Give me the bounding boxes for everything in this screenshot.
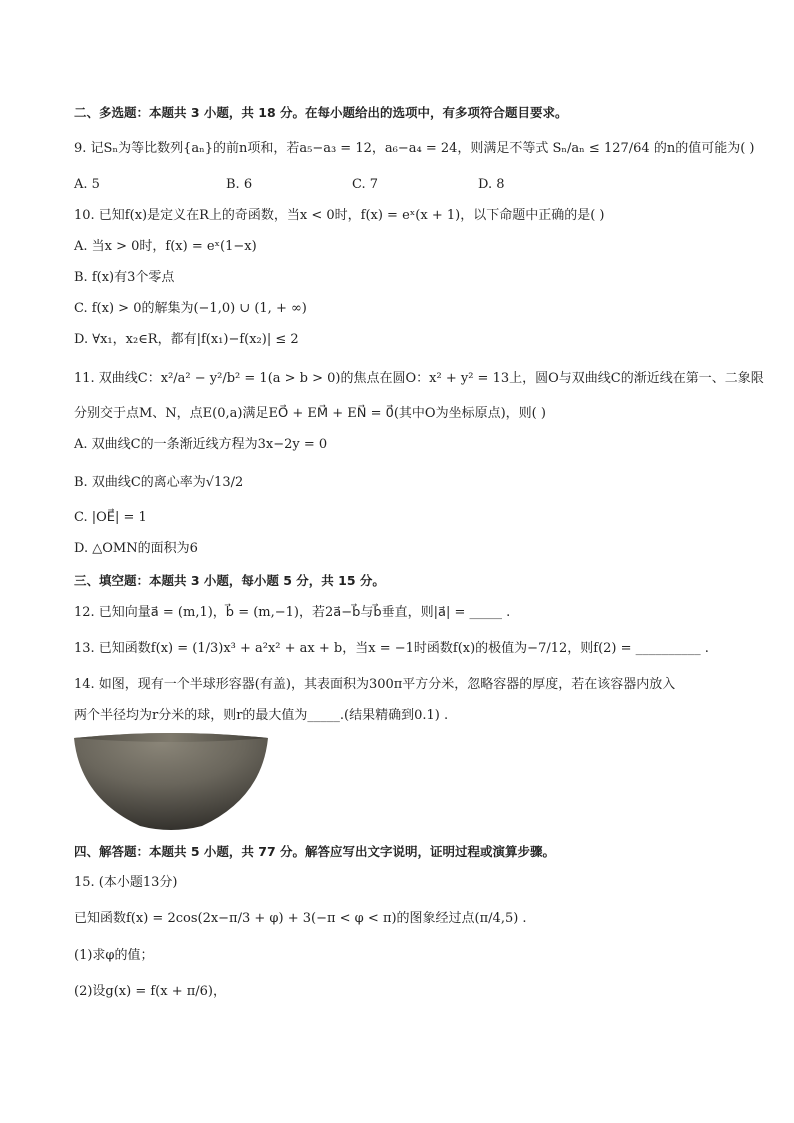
question-15-part1: (1)求φ的值； xyxy=(74,948,154,963)
section-heading-fill-blank: 三、填空题：本题共 3 小题，每小题 5 分，共 15 分。 xyxy=(74,573,385,588)
q11-option-a: A. 双曲线C的一条渐近线方程为3x−2y = 0 xyxy=(74,437,328,452)
question-11-stem-line1: 11. 双曲线C：x²/a² − y²/b² = 1(a > b > 0)的焦点在圆O：x² + y² = 13上，圆O与双曲线C的渐近线在第一、二象限 xyxy=(74,371,764,386)
hemisphere-container-image xyxy=(72,728,270,833)
question-13: 13. 已知函数f(x) = (1/3)x³ + a²x² + ax + b，当x = −1时函数f(x)的极值为−7/12，则f(2) = __________ . xyxy=(74,641,709,656)
q10-option-c: C. f(x) > 0的解集为(−1,0) ∪ (1, + ∞) xyxy=(74,301,307,316)
question-9-options xyxy=(74,176,634,194)
section-heading-multi-choice: 二、多选题：本题共 3 小题，共 18 分。在每小题给出的选项中，有多项符合题目要求。 xyxy=(74,105,568,120)
question-15-title: 15. (本小题13分) xyxy=(74,875,178,890)
question-15-stem: 已知函数f(x) = 2cos(2x−π/3 + φ) + 3(−π < φ < π)的图象经过点(π/4,5) . xyxy=(74,911,527,926)
q10-option-d: D. ∀x₁，x₂∈R，都有|f(x₁)−f(x₂)| ≤ 2 xyxy=(74,332,299,347)
question-12: 12. 已知向量a⃗ = (m,1)，b⃗ = (m,−1)，若2a⃗−b⃗与b⃗垂直，则|a⃗| = _____ . xyxy=(74,605,511,620)
q9-option-a: A. 5 xyxy=(74,177,100,192)
question-11-stem-line2: 分别交于点M、N，点E(0,a)满足EO⃗ + EM⃗ + EN⃗ = 0⃗(其中O为坐标原点)，则( ) xyxy=(74,406,546,421)
question-9-stem: 9. 记Sₙ为等比数列{aₙ}的前n项和，若a₅−a₃ = 12，a₆−a₄ = 24，则满足不等式 Sₙ/aₙ ≤ 127/64 的n的值可能为( ) xyxy=(74,141,755,156)
q10-option-a: A. 当x > 0时，f(x) = eˣ(1−x) xyxy=(74,239,257,254)
question-14-line1: 14. 如图，现有一个半球形容器(有盖)，其表面积为300π平方分米，忽略容器的厚度，若在该容器内放入 xyxy=(74,677,676,692)
q11-option-d: D. △OMN的面积为6 xyxy=(74,541,198,556)
q11-option-c: C. |OE⃗| = 1 xyxy=(74,510,147,525)
question-15-part2: (2)设g(x) = f(x + π/6)， xyxy=(74,984,227,999)
q9-option-d: D. 8 xyxy=(478,177,505,192)
question-10-stem: 10. 已知f(x)是定义在R上的奇函数，当x < 0时，f(x) = eˣ(x + 1)，以下命题中正确的是( ) xyxy=(74,208,605,223)
q9-option-b: B. 6 xyxy=(226,177,253,192)
q9-option-c: C. 7 xyxy=(352,177,379,192)
q10-option-b: B. f(x)有3个零点 xyxy=(74,270,175,285)
question-14-line2: 两个半径均为r分米的球，则r的最大值为_____.(结果精确到0.1) . xyxy=(74,708,449,723)
q11-option-b: B. 双曲线C的离心率为√13/2 xyxy=(74,475,244,490)
section-heading-solve: 四、解答题：本题共 5 小题，共 77 分。解答应写出文字说明，证明过程或演算步骤。 xyxy=(74,844,556,859)
